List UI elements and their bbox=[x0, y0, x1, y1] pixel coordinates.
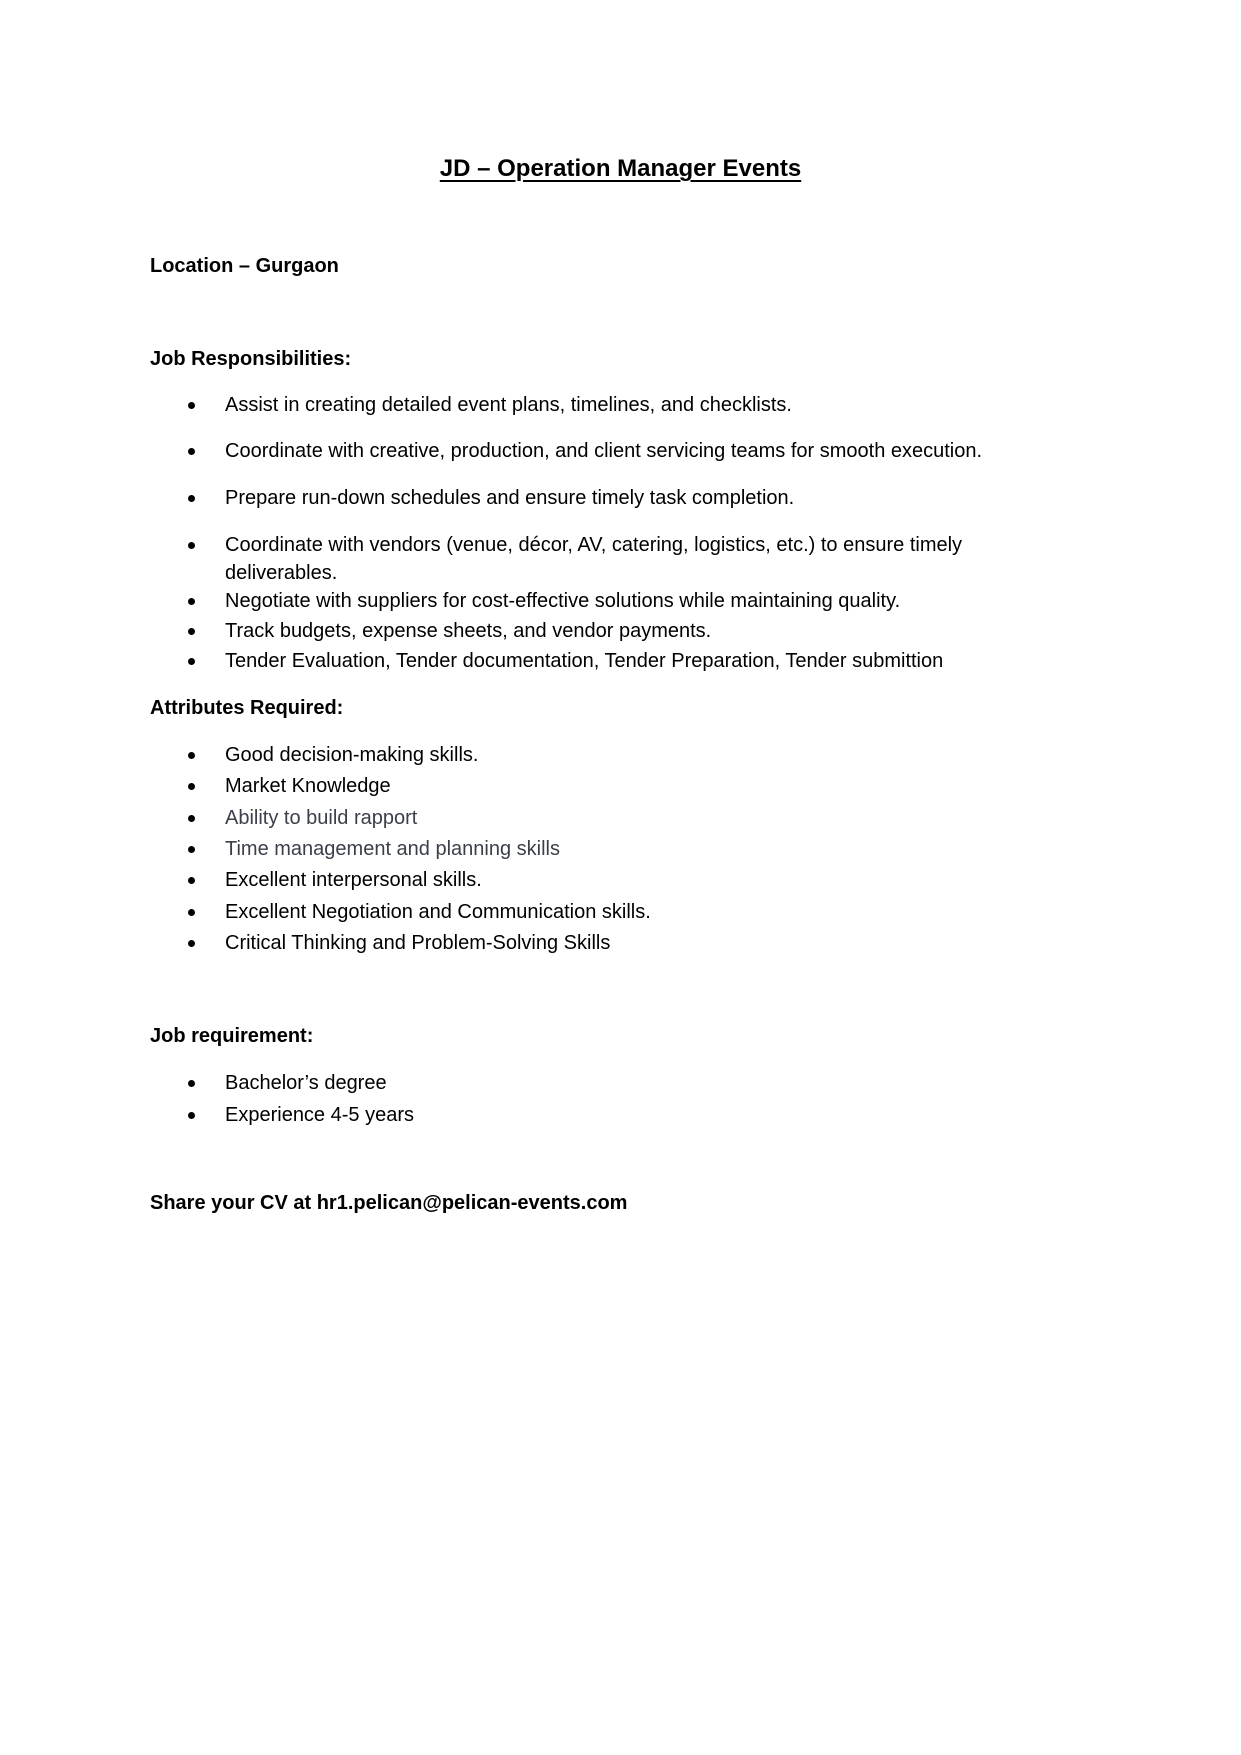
list-item: Ability to build rapport bbox=[150, 804, 417, 832]
bullet-icon bbox=[188, 598, 195, 605]
attributes-heading: Attributes Required: bbox=[150, 697, 344, 719]
list-item: Prepare run-down schedules and ensure timely task completion. bbox=[150, 484, 794, 512]
bullet-icon bbox=[188, 940, 195, 947]
list-item: Coordinate with creative, production, and client servicing teams for smooth execution. bbox=[150, 437, 982, 465]
bullet-icon bbox=[188, 628, 195, 635]
bullet-icon bbox=[188, 815, 195, 822]
bullet-icon bbox=[188, 752, 195, 759]
list-item: Good decision-making skills. bbox=[150, 741, 478, 769]
bullet-icon bbox=[188, 1080, 195, 1087]
bullet-icon bbox=[188, 1112, 195, 1119]
list-item: Tender Evaluation, Tender documentation, Tender Preparation, Tender submittion bbox=[150, 647, 943, 675]
list-item: Bachelor’s degree bbox=[150, 1069, 387, 1097]
list-item: Market Knowledge bbox=[150, 772, 391, 800]
list-item: Negotiate with suppliers for cost-effective solutions while maintaining quality. bbox=[150, 587, 900, 615]
list-item: Coordinate with vendors (venue, décor, AV, catering, logistics, etc.) to ensure timely bbox=[150, 531, 962, 559]
location-line: Location – Gurgaon bbox=[150, 255, 339, 277]
bullet-icon bbox=[188, 495, 195, 502]
share-cv-line: Share your CV at hr1.pelican@pelican-events.com bbox=[150, 1192, 628, 1214]
bullet-icon bbox=[188, 909, 195, 916]
list-item: Experience 4-5 years bbox=[150, 1101, 414, 1129]
bullet-icon bbox=[188, 448, 195, 455]
list-item: Time management and planning skills bbox=[150, 835, 560, 863]
bullet-icon bbox=[188, 402, 195, 409]
list-item-continuation: deliverables. bbox=[225, 562, 338, 584]
list-item: Excellent interpersonal skills. bbox=[150, 866, 482, 894]
list-item: Excellent Negotiation and Communication skills. bbox=[150, 898, 651, 926]
list-item: Critical Thinking and Problem-Solving Skills bbox=[150, 929, 610, 957]
bullet-icon bbox=[188, 846, 195, 853]
document-title: JD – Operation Manager Events bbox=[439, 155, 802, 182]
bullet-icon bbox=[188, 658, 195, 665]
requirements-heading: Job requirement: bbox=[150, 1025, 314, 1047]
responsibilities-heading: Job Responsibilities: bbox=[150, 348, 352, 370]
bullet-icon bbox=[188, 542, 195, 549]
list-item: Track budgets, expense sheets, and vendor payments. bbox=[150, 617, 711, 645]
bullet-icon bbox=[188, 783, 195, 790]
bullet-icon bbox=[188, 877, 195, 884]
list-item: Assist in creating detailed event plans, timelines, and checklists. bbox=[150, 391, 792, 419]
